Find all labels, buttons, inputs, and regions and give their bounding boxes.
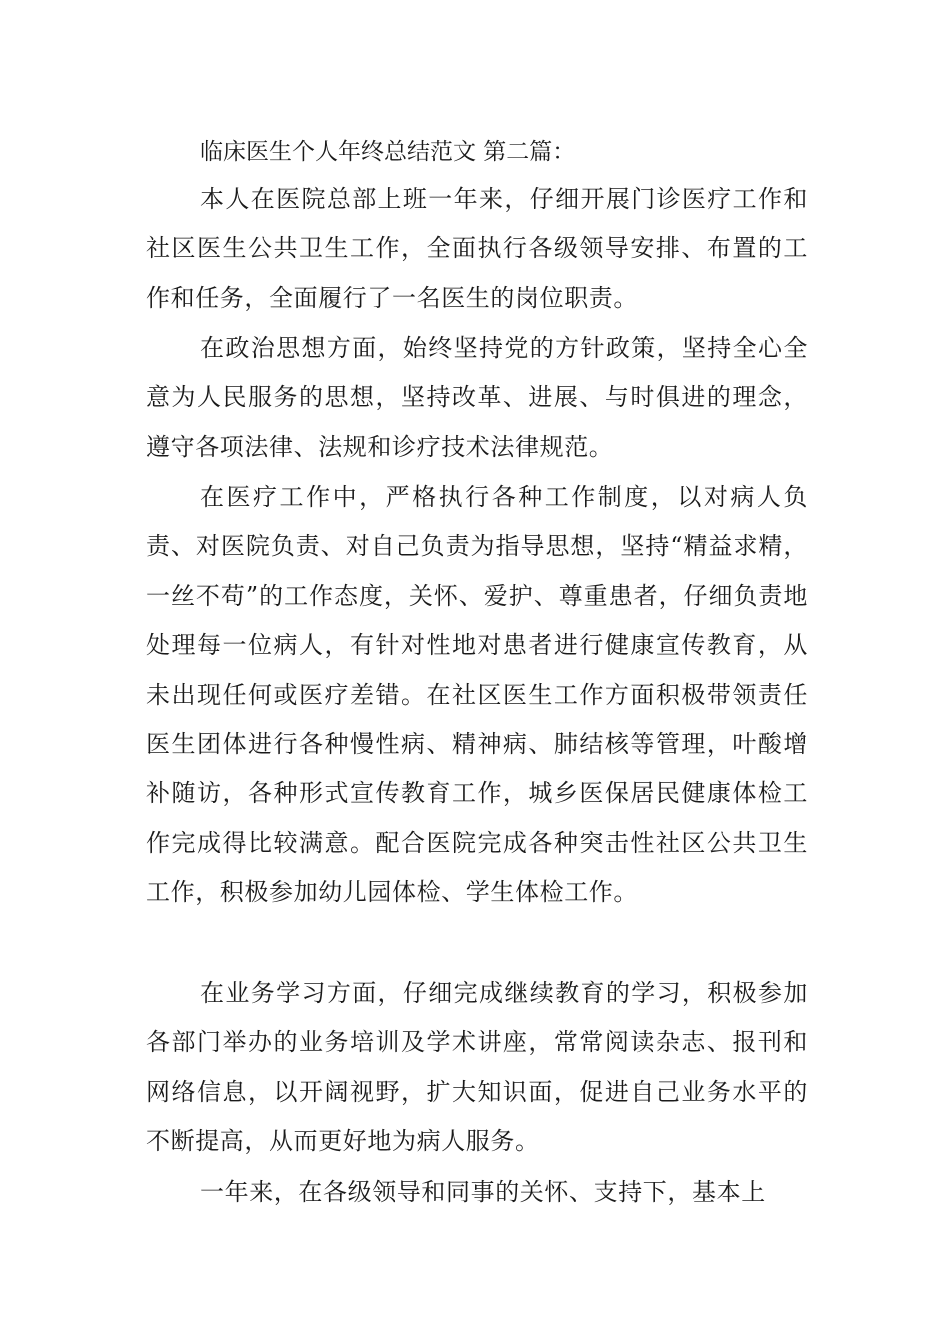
paragraph-work-overview: 本人在医院总部上班一年来，仔细开展门诊医疗工作和社区医生公共卫生工作，全面执行各级领导安排、布置的工作和任务，全面履行了一名医生的岗位职责。 (146, 185, 808, 312)
paragraph-medical-work: 在医疗工作中，严格执行各种工作制度，以对病人负责、对医院负责、对自己负责为指导思想，坚持“精益求精，一丝不苟”的工作态度，关怀、爱护、尊重患者，仔细负责地处理每一位病人，有针对性地对患者进行健康宣传教育，从未出现任何或医疗差错。在社区医生工作方面积极带领责任医生团体进行各种慢性病、精神病、肺结核等管理，叶酸增补随访，各种形式宣传教育工作，城乡医保居民健康体检工作完成得比较满意。配合医院完成各种突击性社区公共卫生工作，积极参加幼儿园体检、学生体检工作。 (146, 483, 808, 907)
document-heading: 临床医生个人年终总结范文 第二篇： (200, 139, 576, 165)
paragraph-professional-study: 在业务学习方面，仔细完成继续教育的学习，积极参加各部门举办的业务培训及学术讲座，常常阅读杂志、报刊和网络信息，以开阔视野，扩大知识面，促进自己业务水平的不断提高，从而更好地为病人服务。 (146, 979, 808, 1156)
paragraph-year-summary: 一年来，在各级领导和同事的关怀、支持下，基本上 (200, 1178, 766, 1206)
paragraph-political-thought: 在政治思想方面，始终坚持党的方针政策，坚持全心全意为人民服务的思想，坚持改革、进展、与时俱进的理念，遵守各项法律、法规和诊疗技术法律规范。 (146, 334, 808, 461)
